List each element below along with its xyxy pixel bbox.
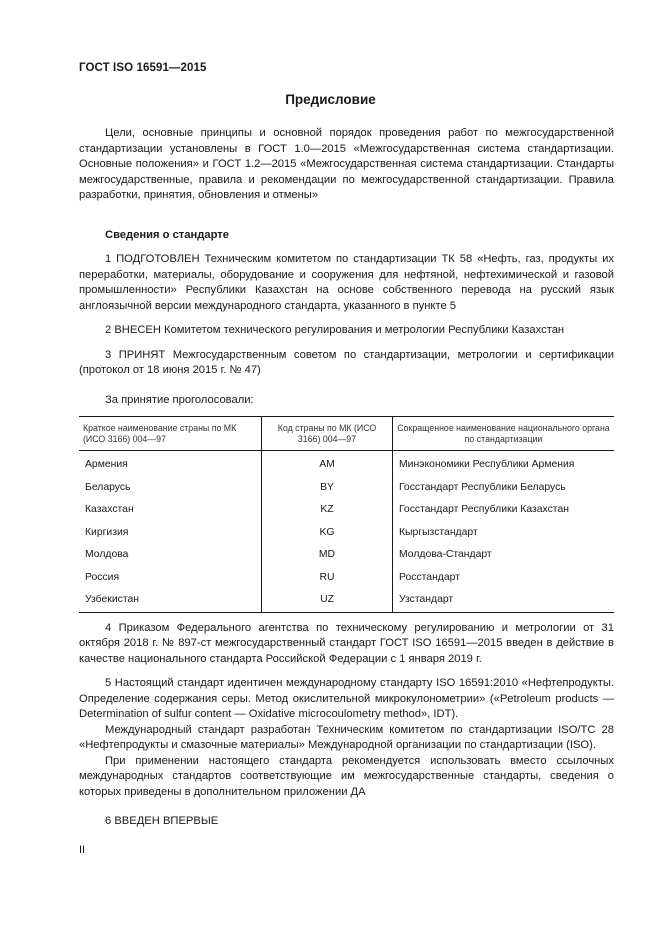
table-cell-code: AM — [262, 451, 393, 477]
table-cell-country: Казахстан — [85, 504, 134, 515]
table-cell-country: Узбекистан — [85, 594, 139, 605]
table-cell-body: Узстандарт — [393, 589, 615, 612]
table-header-row — [79, 417, 614, 451]
table-cell-code: RU — [262, 567, 393, 590]
table-cell-code: MD — [262, 544, 393, 567]
table-cell-body: Минэкономики Республики Армения — [393, 451, 615, 477]
table-row — [79, 451, 614, 477]
table-row — [79, 544, 614, 567]
votes-intro: За принятие проголосовали: — [105, 393, 254, 406]
votes-table — [79, 416, 614, 613]
item-5-paragraph-c: При применении настоящего стандарта рекомендуется использовать вместо ссылочных международных стандартов соответствующие им межгосударственные стандарты, сведения о которых приведены в дополнительном приложении ДА — [79, 754, 614, 798]
intro-paragraph: Цели, основные принципы и основной порядок проведения работ по межгосударственной стандартизации установлены в ГОСТ 1.0—2015 «Межгосударственная система стандартизации. Основные положения» и ГОСТ 1.2—2015 «Межгосударственная система стандартизации. Стандарты межгосударственные, правила и рекомендации по межгосударственной стандартизации. Правила разработки, принятия, обновления и отмены» — [79, 127, 614, 201]
table-cell-country: Россия — [85, 571, 120, 583]
document-header: ГОСТ ISO 16591—2015 — [79, 62, 207, 74]
document-body — [79, 126, 614, 830]
table-cell-code: KZ — [262, 499, 393, 522]
item-1-paragraph: 1 ПОДГОТОВЛЕН Техническим комитетом по стандартизации ТК 58 «Нефть, газ, продукты их переработки, материалы, оборудование и сооружения для нефтяной, нефтехимической и газовой промышленности» Республики Казахстан на основе собственного перевода на русский язык англоязычной версии международного стандарта, указанного в пункте 5 — [79, 253, 614, 312]
table-cell-country: Армения — [85, 459, 128, 470]
table-cell-body: Кыргызстандарт — [393, 522, 615, 545]
table-row — [79, 499, 614, 522]
item-3-paragraph: 3 ПРИНЯТ Межгосударственным советом по стандартизации, метрологии и сертификации (протокол от 18 июня 2015 г. № 47) — [79, 348, 614, 376]
item-6-paragraph: 6 ВВЕДЕН ВПЕРВЫЕ — [105, 815, 219, 827]
table-cell-code: BY — [262, 477, 393, 500]
page-title: Предисловие — [285, 92, 376, 107]
table-cell-body: Росстандарт — [393, 567, 615, 590]
page-number: II — [79, 844, 86, 856]
item-4-paragraph: 4 Приказом Федерального агентства по техническому регулированию и метрологии от 31 октября 2018 г. № 897-ст межгосударственный стандарт ГОСТ ISO 16591—2015 введен в действие в качестве национального стандарта Российской Федерации с 1 января 2019 г. — [79, 621, 614, 665]
table-cell-body: Молдова-Стандарт — [393, 544, 615, 567]
table-cell-country: Молдова — [85, 549, 129, 560]
item-2-paragraph: 2 ВНЕСЕН Комитетом технического регулирования и метрологии Республики Казахстан — [105, 324, 565, 336]
table-cell-body: Госстандарт Республики Казахстан — [393, 499, 615, 522]
table-header-country: Краткое наименование страны по МК (ИСО 3166) 004—97 — [79, 417, 262, 451]
item-5-paragraph-b: Международный стандарт разработан Техническим комитетом по стандартизации ISO/TC 28 «Нефтепродукты и смазочные материалы» Международной организации по стандартизации (ISO). — [79, 723, 614, 751]
table-header-code: Код страны по МК (ИСО 3166) 004—97 — [262, 417, 393, 451]
table-cell-body: Госстандарт Республики Беларусь — [393, 477, 615, 500]
item-5-paragraph: 5 Настоящий стандарт идентичен международному стандарту ISO 16591:2010 «Нефтепродукты. Определение содержания серы. Метод окислительной микрокулонометрии» («Petroleum products — Determination of sulfur content — Oxidative microcoulometry method», IDT). — [79, 677, 614, 720]
section-subheading: Сведения о стандарте — [105, 228, 229, 241]
table-cell-country: Киргизия — [85, 526, 129, 538]
table-cell-code: KG — [262, 522, 393, 545]
table-header-body: Сокращенное наименование национального органа по стандартизации — [393, 417, 615, 451]
table-row — [79, 567, 614, 590]
table-row — [79, 477, 614, 500]
table-cell-country: Беларусь — [85, 481, 131, 493]
table-row — [79, 589, 614, 612]
table-row — [79, 522, 614, 545]
table-cell-code: UZ — [262, 589, 393, 612]
